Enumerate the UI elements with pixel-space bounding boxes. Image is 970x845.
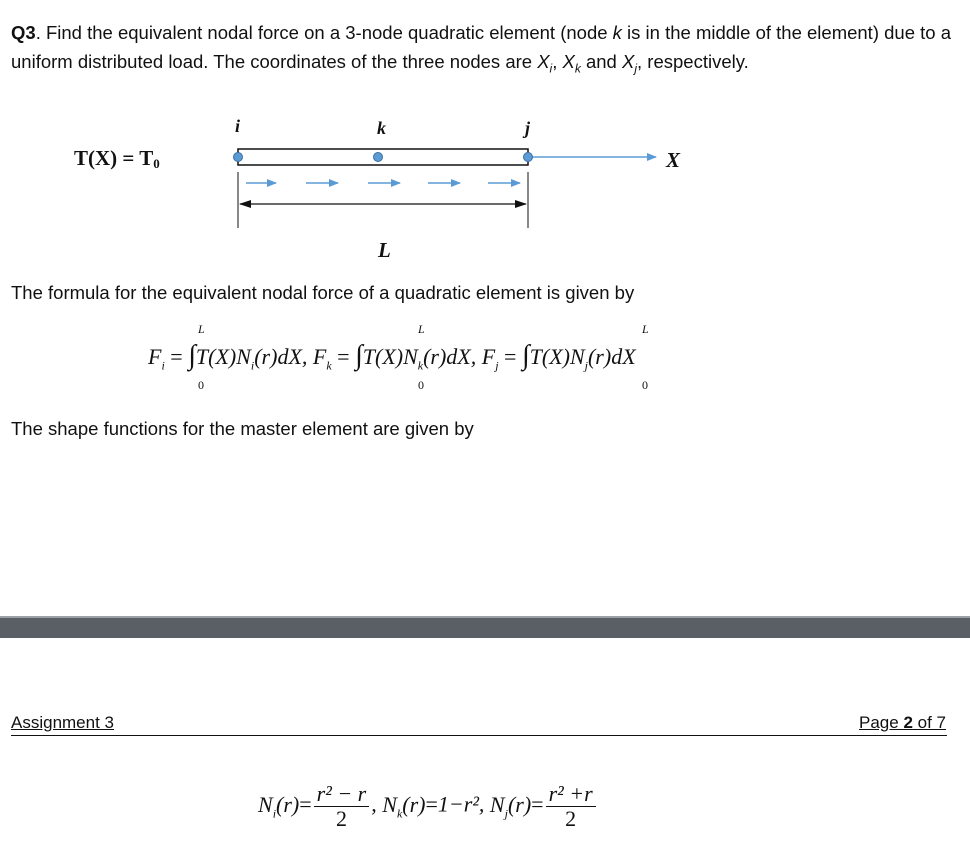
nj-term: $N_j(r)$: [489, 791, 532, 820]
node-label-j: j: [525, 118, 531, 138]
footer-assignment: Assignment 3: [11, 713, 114, 732]
question-tail: , respectively.: [637, 51, 749, 72]
fj-term: $F_j$: [481, 344, 499, 373]
integral-upper-3: L: [642, 322, 649, 336]
node-k: [374, 153, 383, 162]
nodal-force-equation: $F_i = \int T(X)N_i(r)dX$, $F_k = \int T(X)N_k(r)dX$, $F_j = \int T(X)N_j(r)dX$: [148, 340, 636, 373]
and-text: and: [580, 51, 622, 72]
fk-term: $F_k$: [312, 344, 332, 373]
node-i: [234, 153, 243, 162]
element-diagram: [0, 0, 970, 260]
load-label: $T(X) = T_0$: [74, 146, 160, 171]
nj-fraction: $\frac{\text{r² +r}}{2}$: [546, 782, 596, 831]
footer-page-number: Page 2 of 7: [859, 713, 946, 732]
ni-term: $N_i(r)$: [258, 791, 300, 820]
question-text-a: . Find the equivalent nodal force on a 3-node quadratic element (node: [35, 22, 613, 43]
question-text-b: is in the middle of the element) due to a uniform distributed load. The coordinates of the three nodes are: [11, 22, 951, 72]
integral-lower-2: 0: [418, 378, 424, 392]
comma: ,: [552, 51, 563, 72]
integral-lower-3: 0: [642, 378, 648, 392]
fi-term: $F_i$: [148, 344, 165, 373]
integral-upper-1: L: [198, 322, 205, 336]
coord-xj: $X_j$: [622, 51, 638, 76]
paragraph-shape-functions-intro: The shape functions for the master element are given by: [11, 418, 474, 439]
axis-label-x: X: [666, 148, 681, 172]
page-break-bar: [0, 616, 970, 638]
length-label: L: [378, 238, 391, 262]
question-number: Q3: [11, 22, 36, 43]
paragraph-formula-intro: The formula for the equivalent nodal force of a quadratic element is given by: [11, 282, 635, 303]
footer-divider: [11, 735, 947, 736]
node-label-k: k: [377, 118, 386, 138]
coord-xk: $X_k$: [562, 51, 581, 76]
node-j: [524, 153, 533, 162]
integral-lower-1: 0: [198, 378, 204, 392]
coord-xi: $X_i$: [537, 51, 553, 76]
shape-functions-equation: $N_i(r)=$ $\frac{\text{r² − r}}{2}$ , $N_k(r)=1-r^2$, $N_j(r)=$ $\frac{\text{r² +r}}{2}$: [258, 782, 598, 831]
nk-term: $N_k(r)$: [382, 791, 426, 820]
integral-upper-2: L: [418, 322, 425, 336]
question-node-k: k: [612, 22, 622, 43]
node-label-i: i: [235, 116, 241, 136]
ni-fraction: $\frac{\text{r² − r}}{2}$: [314, 782, 370, 831]
